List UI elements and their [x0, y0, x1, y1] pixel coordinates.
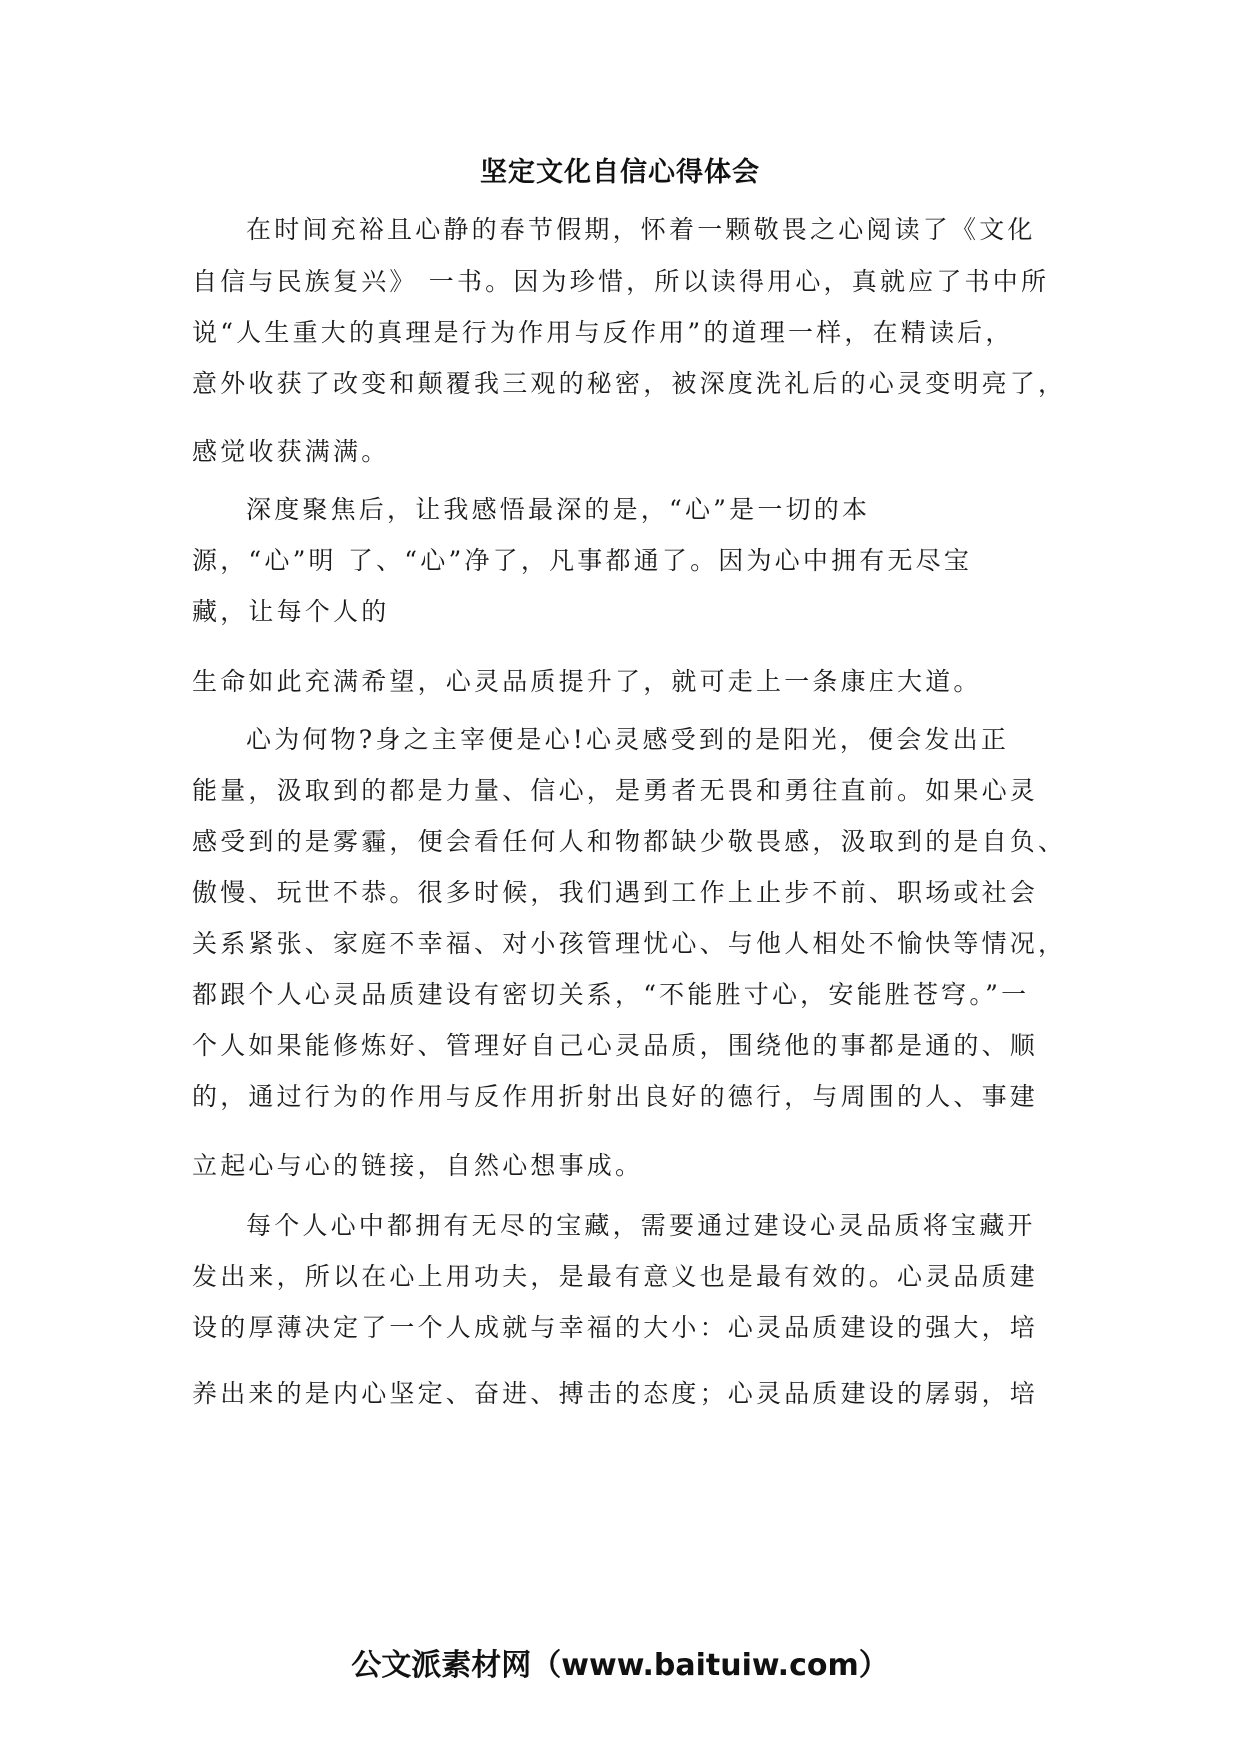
- paragraph-line: 藏，让每个人的: [192, 597, 390, 626]
- paragraph-line: 傲慢、玩世不恭。很多时候，我们遇到工作上止步不前、职场或社会: [192, 878, 1039, 907]
- paragraph-line: 意外收获了改变和颠覆我三观的秘密，被深度洗礼后的心灵变明亮了，: [192, 369, 1067, 398]
- paragraph-line: 心为何物?身之主宰便是心!心灵感受到的是阳光，便会发出正: [246, 725, 1010, 754]
- paragraph-line: 在时间充裕且心静的春节假期，怀着一颗敬畏之心阅读了《文化: [246, 215, 1036, 244]
- paragraph-line: 能量，汲取到的都是力量、信心，是勇者无畏和勇往直前。如果心灵: [192, 776, 1039, 805]
- paragraph-line: 源，“心”明 了、“心”净了，凡事都通了。因为心中拥有无尽宝: [192, 546, 973, 575]
- paragraph-line: 感觉收获满满。: [192, 437, 390, 466]
- document-title: 坚定文化自信心得体会: [480, 157, 760, 188]
- paragraph-line: 说“人生重大的真理是行为作用与反作用”的道理一样，在精读后，: [192, 318, 1014, 347]
- paragraph-line: 养出来的是内心坚定、奋进、搏击的态度；心灵品质建设的孱弱，培: [192, 1379, 1039, 1408]
- paragraph-line: 感受到的是雾霾，便会看任何人和物都缺少敬畏感，汲取到的是自负、: [192, 827, 1067, 856]
- paragraph-line: 自信与民族复兴》 一书。因为珍惜，所以读得用心，真就应了书中所: [192, 267, 1050, 296]
- paragraph-line: 设的厚薄决定了一个人成就与幸福的大小：心灵品质建设的强大，培: [192, 1313, 1039, 1342]
- paragraph-line: 深度聚焦后，让我感悟最深的是，“心”是一切的本: [246, 495, 871, 524]
- paragraph-line: 关系紧张、家庭不幸福、对小孩管理忧心、与他人相处不愉快等情况，: [192, 929, 1067, 958]
- paragraph-line: 都跟个人心灵品质建设有密切关系，“不能胜寸心，安能胜苍穹。”一: [192, 980, 1030, 1009]
- footer-watermark: 公文派素材网（www.baituiw.com）: [351, 1648, 889, 1683]
- paragraph-line: 个人如果能修炼好、管理好自己心灵品质，围绕他的事都是通的、顺: [192, 1031, 1039, 1060]
- paragraph-line: 立起心与心的链接，自然心想事成。: [192, 1151, 644, 1180]
- paragraph-line: 每个人心中都拥有无尽的宝藏，需要通过建设心灵品质将宝藏开: [246, 1211, 1036, 1240]
- paragraph-line: 发出来，所以在心上用功夫，是最有意义也是最有效的。心灵品质建: [192, 1262, 1039, 1291]
- paragraph-line: 生命如此充满希望，心灵品质提升了，就可走上一条康庄大道。: [192, 667, 982, 696]
- paragraph-line: 的，通过行为的作用与反作用折射出良好的德行，与周围的人、事建: [192, 1082, 1039, 1111]
